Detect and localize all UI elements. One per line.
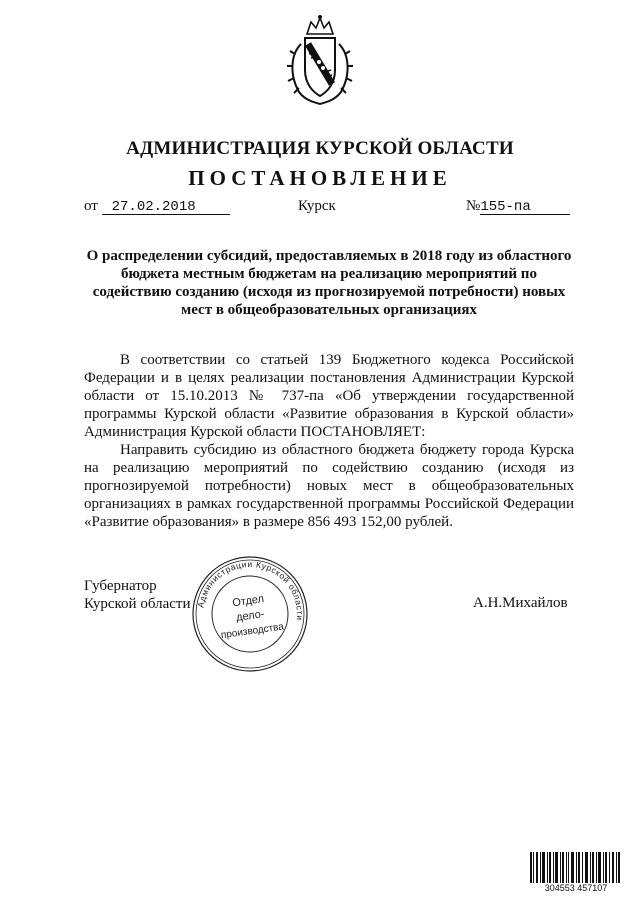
stamp-center-line-2: дело- [235,608,266,624]
barcode-number: 304553 457107 [528,883,624,893]
document-date [84,198,230,215]
number-prefix: № [466,198,481,214]
signatory-name: А.Н.Михайлов [473,595,568,611]
date-prefix: от [84,198,98,214]
body-paragraph-1: В соответствии со статьей 139 Бюджетного кодекса Российской Федерации и в целях реализации постановления Администрации Курской области от 15.10.2013 № 737-па «Об утверждении государственной программы Курской области «Развитие образования в Курской области» Администрация Курской области ПОСТАНОВЛЯЕТ: [84,352,574,440]
signatory-title-line-2: Курской области [84,596,191,612]
body-paragraph-2: Направить субсидию из областного бюджета бюджету города Курска на реализацию мероприятий по содействию созданию (исходя из прогнозируемой потребности) новых мест в общеобразовательных организациях в рамках государственной программы Российской Федерации «Развитие образования» в размере 856 493 152,00 рублей. [84,442,574,530]
number-value: 155-па [480,200,570,215]
document-city: Курск [298,198,336,214]
date-value: 27.02.2018 [102,200,230,215]
signatory-title-line-1: Губернатор [84,578,157,594]
document-subject: О распределении субсидий, предоставляемых в 2018 году из областного бюджета местным бюджетам на реализацию мероприятий по содействию созданию (исходя из прогнозируемой потребности) новых мест в общеобразовательных организациях [86,248,572,318]
signatory-title [84,577,190,613]
stamp-ring-text: Администрации Курской области [195,558,306,622]
office-stamp [190,554,310,674]
stamp-center-line-3: производства [220,621,285,642]
organization-name: АДМИНИСТРАЦИЯ КУРСКОЙ ОБЛАСТИ [126,138,514,159]
document-body [84,351,574,531]
document-type: ПОСТАНОВЛЕНИЕ [188,166,452,190]
stamp-center-line-1: Отдел [231,592,265,610]
document-number [466,198,570,215]
coat-of-arms-emblem [285,14,355,106]
